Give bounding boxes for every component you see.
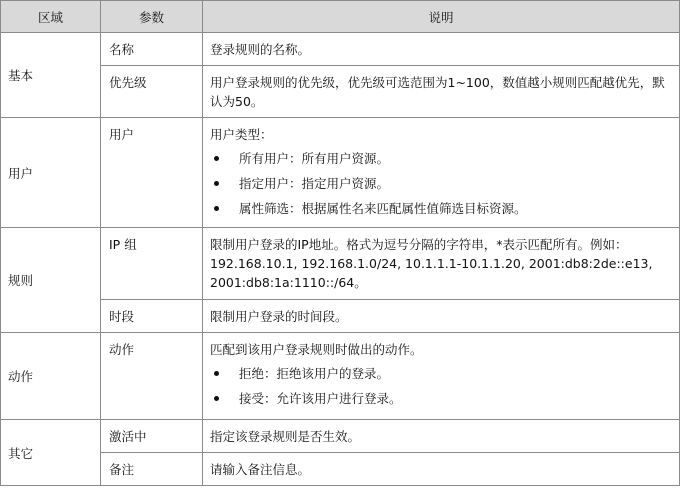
action-list (210, 364, 673, 408)
list-item (210, 199, 673, 218)
desc-ipgroup: 限制用户登录的IP地址。格式为逗号分隔的字符串，*表示匹配所有。例如： 192.168.10.1, 192.168.1.0/24, 10.1.1.1-10.1.1.20, 2001:db8:2de::e13, 2001:db8:1a:1110::/64。 (203, 228, 680, 300)
param-ipgroup: IP 组 (101, 228, 203, 300)
list-item (210, 389, 673, 408)
bullet-icon (214, 156, 219, 161)
table-header-row (1, 1, 680, 33)
user-type-list (210, 149, 673, 218)
desc-user (203, 118, 680, 228)
header-desc: 说明 (203, 1, 680, 33)
area-rule: 规则 (1, 228, 101, 333)
param-time: 时段 (101, 300, 203, 333)
bullet-icon (214, 181, 219, 186)
desc-time: 限制用户登录的时间段。 (203, 300, 680, 333)
area-other: 其它 (1, 420, 101, 486)
desc-active: 指定该登录规则是否生效。 (203, 420, 680, 453)
area-user: 用户 (1, 118, 101, 228)
list-item-text: 指定用户：指定用户资源。 (239, 176, 390, 191)
table-row-time (1, 300, 680, 333)
desc-priority: 用户登录规则的优先级，优先级可选范围为1~100，数值越小规则匹配越优先，默认为50。 (203, 66, 680, 118)
desc-action (203, 333, 680, 420)
desc-action-intro: 匹配到该用户登录规则时做出的动作。 (210, 342, 423, 357)
list-item-text: 接受：允许该用户进行登录。 (239, 391, 402, 406)
list-item-text: 属性筛选：根据属性名来匹配属性值筛选目标资源。 (239, 201, 527, 216)
bullet-icon (214, 371, 219, 376)
table-row-priority (1, 66, 680, 118)
table-row-ipgroup (1, 228, 680, 300)
desc-name: 登录规则的名称。 (203, 33, 680, 66)
desc-remark: 请输入备注信息。 (203, 453, 680, 486)
param-action: 动作 (101, 333, 203, 420)
list-item-text: 所有用户：所有用户资源。 (239, 151, 390, 166)
list-item (210, 174, 673, 193)
header-area: 区域 (1, 1, 101, 33)
bullet-icon (214, 206, 219, 211)
table-row-remark (1, 453, 680, 486)
area-action: 动作 (1, 333, 101, 420)
param-active: 激活中 (101, 420, 203, 453)
param-remark: 备注 (101, 453, 203, 486)
param-priority: 优先级 (101, 66, 203, 118)
desc-user-intro: 用户类型： (210, 127, 273, 142)
param-user: 用户 (101, 118, 203, 228)
list-item (210, 149, 673, 168)
list-item-text: 拒绝：拒绝该用户的登录。 (239, 366, 390, 381)
header-param: 参数 (101, 1, 203, 33)
bullet-icon (214, 396, 219, 401)
area-basic: 基本 (1, 33, 101, 118)
table-row-user (1, 118, 680, 228)
table-row-action (1, 333, 680, 420)
table-row-name (1, 33, 680, 66)
param-name: 名称 (101, 33, 203, 66)
table-row-active (1, 420, 680, 453)
list-item (210, 364, 673, 383)
